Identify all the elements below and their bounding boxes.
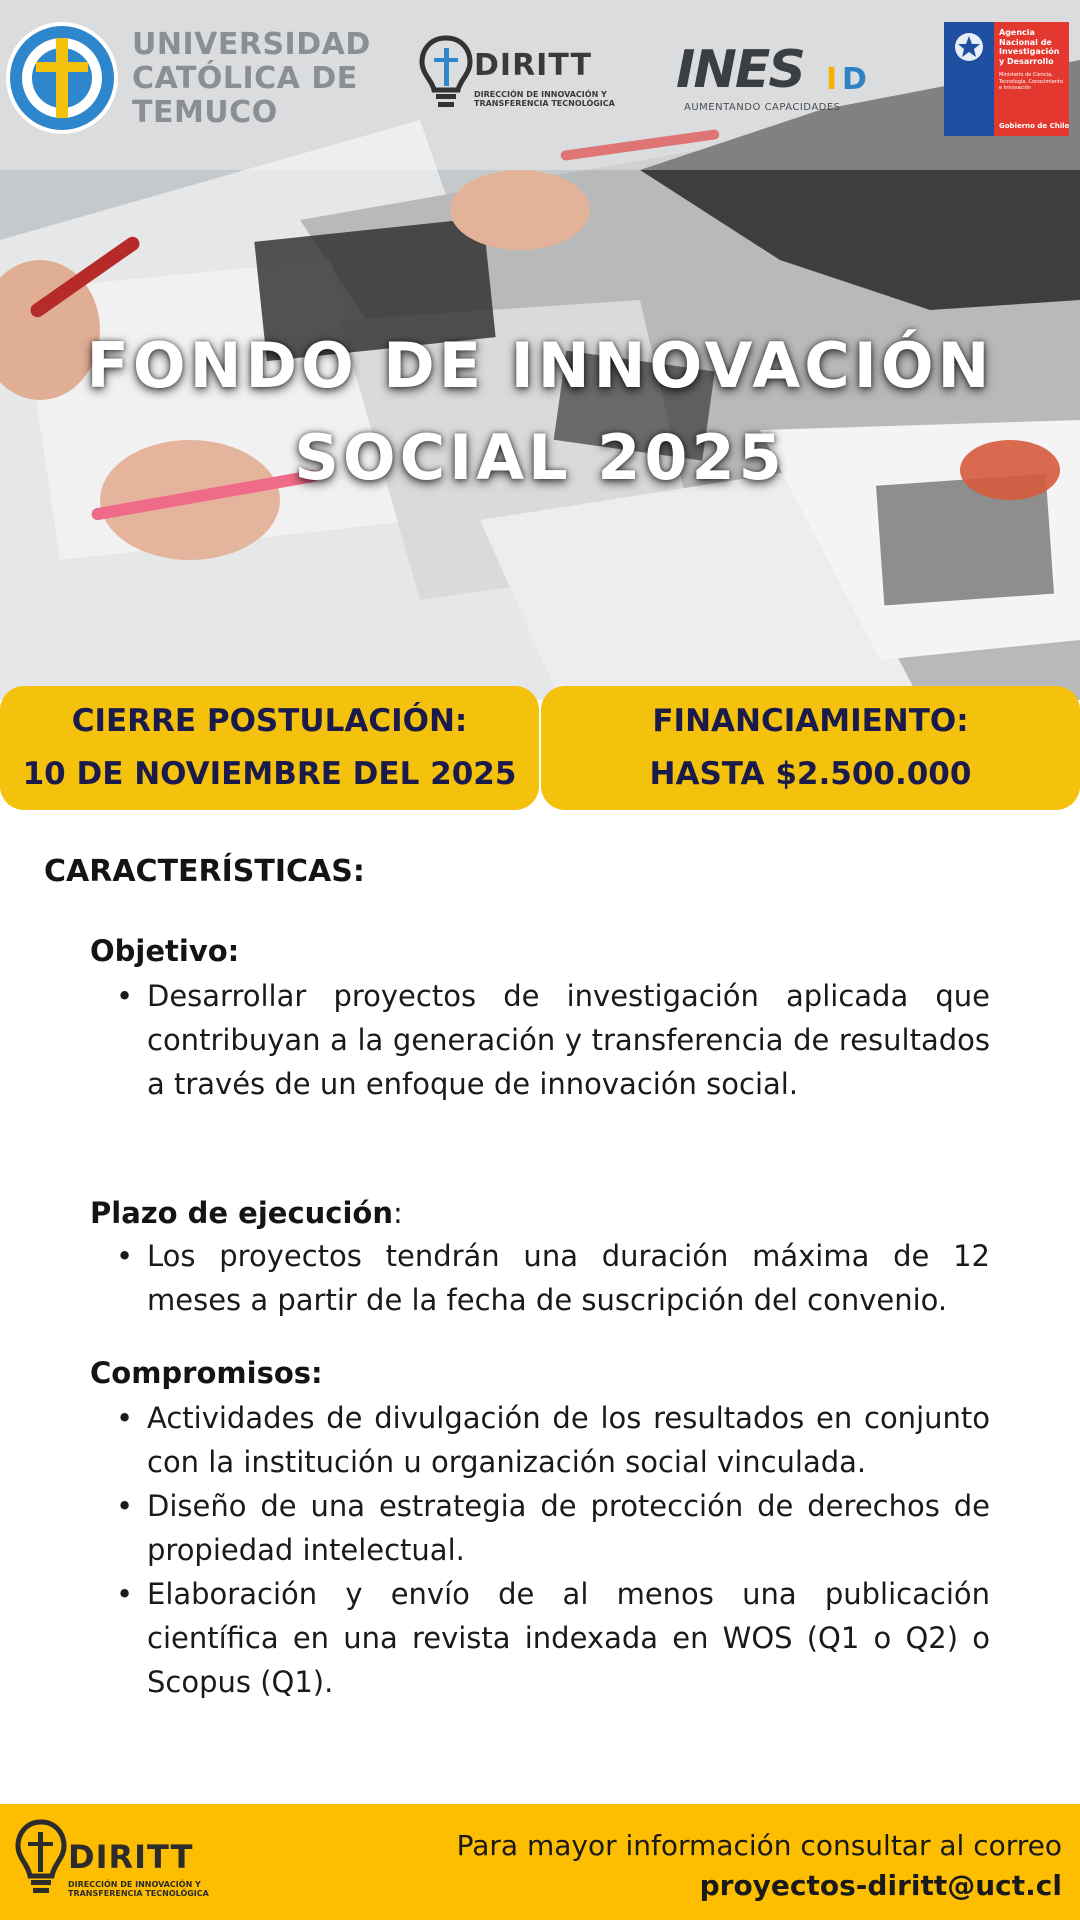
page-title: FONDO DE INNOVACIÓN SOCIAL 2025 — [86, 329, 994, 494]
lightbulb-icon — [14, 1816, 68, 1908]
list-item: • Diseño de una estrategia de protección de derechos de propiedad intelectual. — [116, 1484, 990, 1572]
diritt-logo — [418, 34, 615, 116]
inesid-d-letter: D — [842, 62, 867, 97]
uct-logo — [6, 22, 371, 132]
commitments-title: Compromisos: — [90, 1356, 323, 1390]
anid-blue-band — [944, 22, 994, 136]
inesid-logo — [676, 40, 876, 120]
footer-diritt-name: DIRITT — [68, 1838, 194, 1876]
inesid-i-letter: I — [826, 62, 838, 97]
footer-diritt-logo — [14, 1816, 209, 1908]
deadline-label: CIERRE POSTULACIÓN: — [71, 703, 468, 739]
list-item: • Desarrollar proyectos de investigación aplicada que contribuyan a la generación y transferencia de resultados a través de un enfoque de innovación social. — [116, 974, 990, 1106]
list-item: • Los proyectos tendrán una duración máxima de 12 meses a partir de la fecha de suscripción del convenio. — [116, 1234, 990, 1322]
deadline-box — [0, 686, 539, 810]
funding-label: FINANCIAMIENTO: — [652, 703, 969, 739]
inesid-wordmark: INES — [676, 40, 804, 100]
anid-ministry: Ministerio de Ciencia, Tecnología, Conocimiento e Innovación — [999, 72, 1063, 91]
list-item: • Actividades de divulgación de los resultados en conjunto con la institución u organización social vinculada. — [116, 1396, 990, 1484]
lightbulb-icon — [418, 34, 474, 116]
diritt-subtitle: DIRECCIÓN DE INNOVACIÓN Y TRANSFERENCIA TECNOLÓGICA — [474, 90, 615, 108]
list-item: • Elaboración y envío de al menos una publicación científica en una revista indexada en WOS (Q1 o Q2) o Scopus (Q1). — [116, 1572, 990, 1704]
anid-government: Gobierno de Chile — [999, 122, 1070, 130]
chile-coat-of-arms-icon — [944, 22, 994, 72]
contact-info — [457, 1826, 1062, 1906]
funding-box — [541, 686, 1080, 810]
footer-diritt-subtitle: DIRECCIÓN DE INNOVACIÓN Y TRANSFERENCIA TECNOLÓGICA — [68, 1880, 209, 1898]
execution-period-list — [116, 1234, 990, 1322]
contact-email: proyectos-diritt@uct.cl — [699, 1869, 1062, 1902]
diritt-name: DIRITT — [474, 48, 592, 83]
commitments-list — [116, 1396, 990, 1704]
funding-value: HASTA $2.500.000 — [649, 756, 972, 792]
footer — [0, 1804, 1080, 1920]
inesid-tagline: AUMENTANDO CAPACIDADES — [684, 102, 841, 113]
uct-emblem — [6, 22, 118, 134]
contact-text: Para mayor información consultar al correo — [456, 1829, 1062, 1862]
objective-title: Objetivo: — [90, 934, 240, 968]
uct-name: UNIVERSIDAD CATÓLICA DE TEMUCO — [132, 27, 371, 130]
hero-banner — [0, 0, 1080, 700]
anid-logo — [944, 22, 1069, 136]
objective-list — [116, 974, 990, 1106]
deadline-value: 10 DE NOVIEMBRE DEL 2025 — [22, 756, 517, 792]
anid-name: Agencia Nacional de Investigación y Desarrollo — [999, 28, 1060, 66]
section-heading: CARACTERÍSTICAS: — [44, 854, 365, 889]
execution-period-title: Plazo de ejecución: — [90, 1196, 403, 1230]
